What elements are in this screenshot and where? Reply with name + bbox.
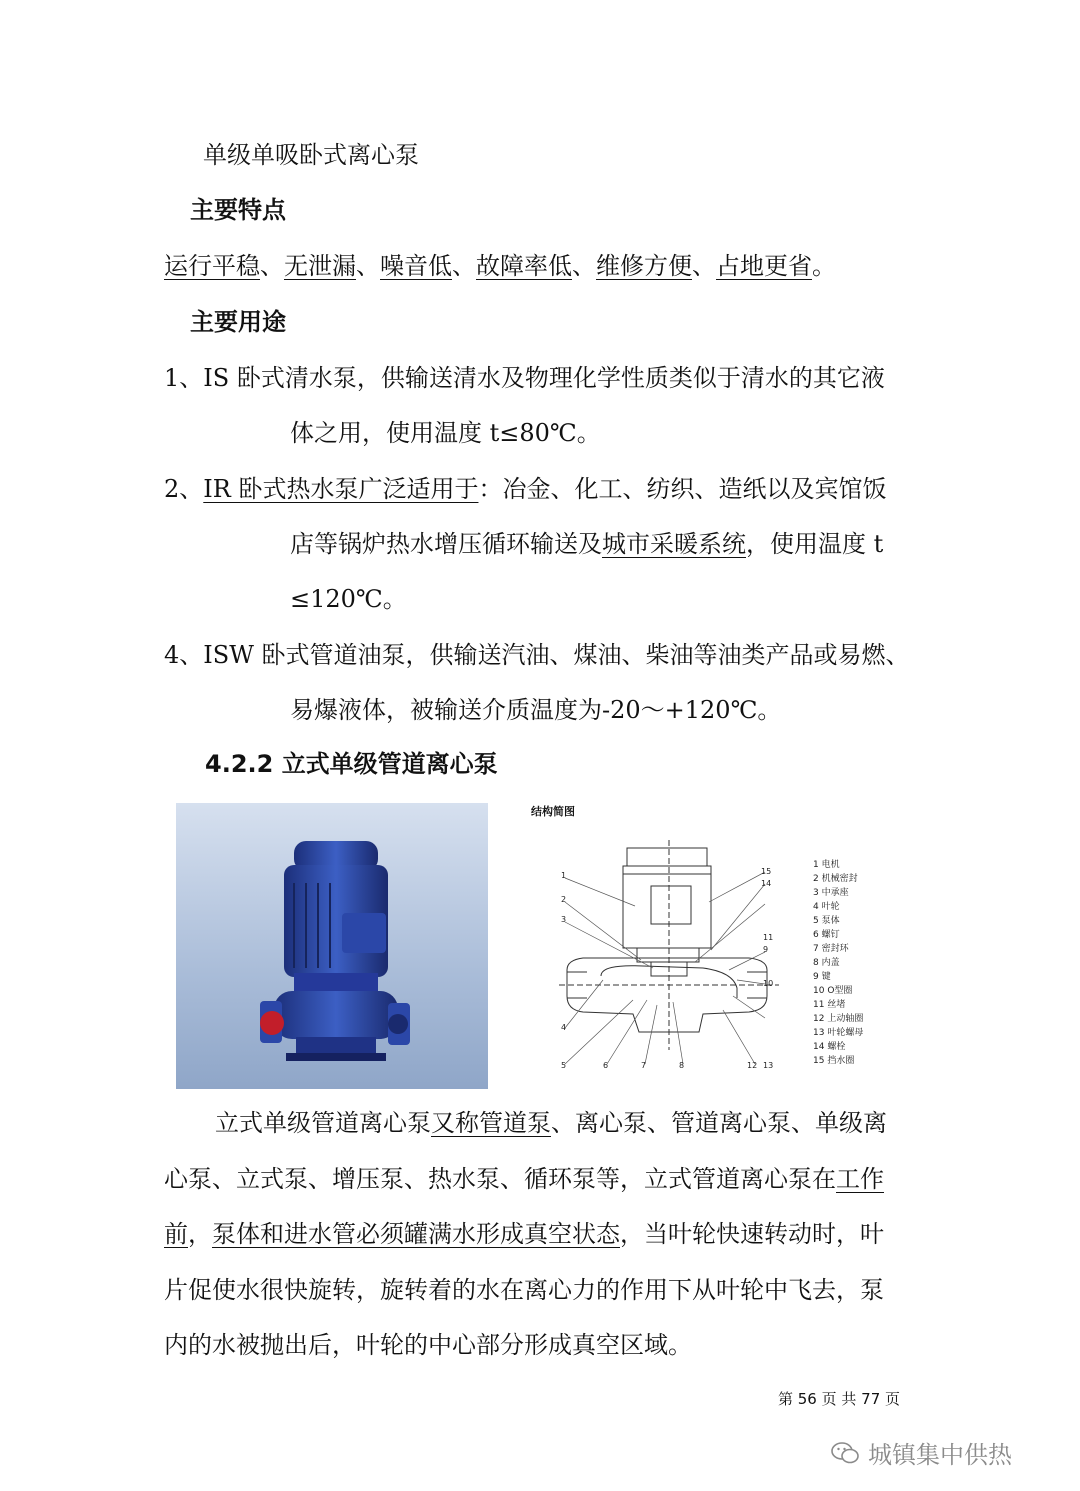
- callout-4: 4: [561, 1023, 567, 1032]
- paragraph-line-3: [164, 1222, 884, 1246]
- watermark-text: 城镇集中供热: [868, 1441, 1012, 1469]
- pump-photo: [176, 803, 488, 1089]
- legend-item: 8 内盖: [813, 958, 840, 969]
- use-2-line-3: ≤120℃。: [290, 585, 407, 613]
- diagram-title: 结构简图: [531, 805, 575, 818]
- use-4-line-2: 易爆液体，被输送介质温度为-20～+120℃。: [290, 696, 782, 724]
- uses-title: 主要用途: [190, 308, 286, 336]
- separator: 、: [356, 252, 380, 280]
- use-1-line-2: 体之用，使用温度 t≤80℃。: [290, 419, 601, 447]
- paragraph-line-1: [215, 1111, 887, 1135]
- paragraph-text: ，: [188, 1220, 212, 1248]
- separator: 。: [812, 252, 836, 280]
- separator: 、: [572, 252, 596, 280]
- feature-2: 无泄漏: [284, 252, 356, 280]
- callout-11: 11: [763, 933, 774, 942]
- use-2-text: ：冶金、化工、纺织、造纸以及宾馆饭: [478, 475, 887, 503]
- paragraph-highlight: 又称管道泵: [431, 1109, 551, 1137]
- features-line: [164, 254, 836, 278]
- legend-item: 10 O型圈: [813, 986, 853, 997]
- use-4-number: 4、: [164, 641, 204, 669]
- callout-5: 5: [561, 1061, 567, 1070]
- feature-4: 故障率低: [476, 252, 572, 280]
- legend-item: 1 电机: [813, 860, 840, 870]
- use-2-highlight: IR 卧式热水泵广泛适用于: [203, 475, 479, 503]
- separator: 、: [260, 252, 284, 280]
- use-2-highlight-2: 城市采暖系统: [602, 530, 746, 558]
- use-1-text: IS 卧式清水泵，供输送清水及物理化学性质类似于清水的其它液: [203, 364, 885, 392]
- wechat-icon: [830, 1440, 860, 1466]
- callout-14: 14: [761, 879, 772, 888]
- legend-item: 12 上动轴圈: [813, 1014, 864, 1025]
- callout-9: 9: [763, 945, 769, 954]
- paragraph-text: 、离心泵、管道离心泵、单级离: [551, 1109, 887, 1137]
- legend-item: 5 泵体: [813, 916, 840, 927]
- paragraph-highlight: 工作: [836, 1165, 884, 1193]
- feature-5: 维修方便: [596, 252, 692, 280]
- legend-item: 7 密封环: [813, 944, 849, 955]
- legend-item: 9 键: [813, 972, 831, 983]
- callout-8: 8: [679, 1061, 685, 1070]
- callout-12: 12: [747, 1061, 758, 1070]
- paragraph-text: 心泵、立式泵、增压泵、热水泵、循环泵等，立式管道离心泵在: [164, 1165, 836, 1193]
- paragraph-text: 立式单级管道离心泵: [215, 1109, 431, 1137]
- paragraph-line-4: 片促使水很快旋转，旋转着的水在离心力的作用下从叶轮中飞去，泵: [164, 1276, 884, 1304]
- use-4-line-1: [164, 643, 910, 667]
- structure-diagram: [523, 800, 875, 1082]
- paragraph-line-2: [164, 1167, 884, 1191]
- callout-13: 13: [763, 1061, 774, 1070]
- callout-3: 3: [561, 915, 567, 924]
- callout-1: 1: [561, 871, 567, 880]
- use-2-text-2a: 店等锅炉热水增压循环输送及: [290, 530, 602, 558]
- legend-item: 11 丝堵: [813, 1000, 846, 1011]
- callout-7: 7: [641, 1061, 647, 1070]
- legend-item: 14 螺栓: [813, 1042, 846, 1053]
- legend-item: 6 螺钉: [813, 930, 840, 941]
- legend-item: 4 叶轮: [813, 902, 840, 913]
- page-footer: 第 56 页 共 77 页: [778, 1390, 901, 1408]
- use-1-line-1: [164, 366, 885, 390]
- watermark: [830, 1435, 1012, 1470]
- use-1-number: 1、: [164, 364, 204, 392]
- use-2-line-1: [164, 477, 886, 501]
- features-title: 主要特点: [190, 196, 286, 224]
- separator: 、: [692, 252, 716, 280]
- legend-item: 15 挡水圈: [813, 1056, 855, 1067]
- section-title: 4.2.2 立式单级管道离心泵: [205, 750, 498, 778]
- use-4-text: ISW 卧式管道油泵，供输送汽油、煤油、柴油等油类产品或易燃、: [203, 641, 910, 669]
- legend-item: 13 叶轮螺母: [813, 1028, 864, 1039]
- paragraph-line-5: 内的水被抛出后，叶轮的中心部分形成真空区域。: [164, 1331, 692, 1359]
- callout-2: 2: [561, 895, 567, 904]
- paragraph-highlight: 泵体和进水管必须罐满水形成真空状态: [212, 1220, 620, 1248]
- legend-item: 2 机械密封: [813, 874, 858, 885]
- legend-item: 3 中承座: [813, 888, 849, 899]
- paragraph-highlight: 前: [164, 1220, 188, 1248]
- use-2-number: 2、: [164, 475, 204, 503]
- separator: 、: [452, 252, 476, 280]
- feature-3: 噪音低: [380, 252, 452, 280]
- callout-10: 10: [763, 979, 774, 988]
- use-2-line-2: [290, 532, 883, 556]
- use-2-text-2c: ，使用温度 t: [746, 530, 884, 558]
- pump-type-heading: 单级单吸卧式离心泵: [203, 141, 419, 169]
- diagram-legend: [813, 858, 863, 1068]
- paragraph-text: ，当叶轮快速转动时，叶: [620, 1220, 884, 1248]
- callout-15: 15: [761, 867, 772, 876]
- callout-6: 6: [603, 1061, 609, 1070]
- feature-1: 运行平稳: [164, 252, 260, 280]
- feature-6: 占地更省: [716, 252, 812, 280]
